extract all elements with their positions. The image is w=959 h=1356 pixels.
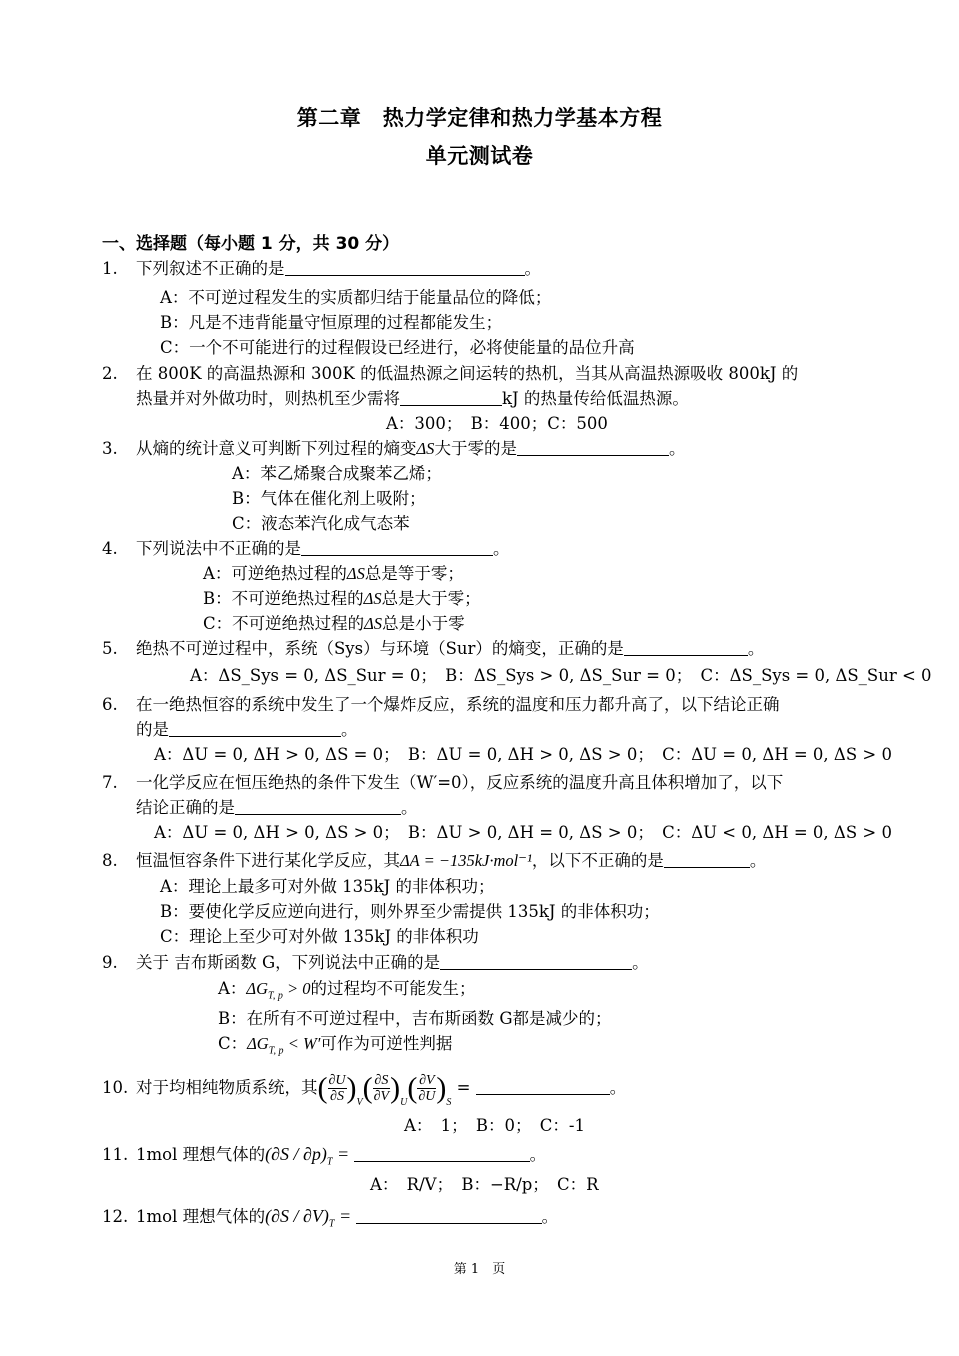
answer-blank[interactable]: [356, 1207, 542, 1224]
answer-blank[interactable]: [400, 389, 502, 406]
answer-blank[interactable]: [301, 539, 493, 556]
answer-blank[interactable]: [476, 1078, 610, 1095]
page-subtitle: 单元测试卷: [425, 144, 534, 168]
option-b: B：凡是不违背能量守恒原理的过程都能发生；: [160, 313, 503, 332]
answer-blank[interactable]: [517, 439, 669, 456]
option-c: C：一个不可能进行的过程假设已经进行，必将使能量的品位升高: [160, 338, 635, 357]
page-title: 第二章 热力学定律和热力学基本方程: [296, 106, 663, 130]
answer-blank[interactable]: [664, 851, 750, 868]
option-a: A：理论上最多可对外做 135kJ 的非体积功；: [160, 877, 495, 896]
options: A：300； B：400；C：500: [386, 414, 608, 433]
question-7-line-2: 结论正确的是 。: [136, 798, 418, 817]
option-a: A：$\Delta G_{T, p} > 0$的过程均不可能发生；: [218, 979, 476, 1002]
options: A： 1； B：0； C：-1: [404, 1116, 585, 1135]
answer-blank[interactable]: [169, 720, 341, 737]
page-number: 第 1 页: [453, 1262, 506, 1277]
section-heading: 一、选择题（每小题 1 分，共 30 分）: [102, 234, 400, 254]
option-c: C：不可逆绝热过程的ΔS总是小于零: [203, 614, 465, 633]
question-8: 8. 恒温恒容条件下进行某化学反应，其ΔA = −135kJ·mol⁻¹，以下不正确的是 。: [102, 851, 767, 870]
question-4: 4. 下列说法中不正确的是 。: [102, 539, 510, 558]
question-2-line-2: 热量并对外做功时，则热机至少需将 kJ 的热量传给低温热源。: [136, 389, 689, 408]
answer-blank[interactable]: [285, 259, 525, 276]
option-a: A：苯乙烯聚合成聚苯乙烯；: [232, 464, 442, 483]
question-11: 11. 1mol 理想气体的$(\partial S / \partial p)_T$ = 。: [102, 1144, 547, 1168]
question-10: 10. 对于均相纯物质系统，其( $\frac{\partial U}{\partial S}$ )$_V$( $\frac{\partial S}{\partial V}$ )$_U$( $\frac{\partial V}{\partial U}$ )$_S$ = 。: [102, 1071, 627, 1108]
question-7: 7. 一化学反应在恒压绝热的条件下发生（W′=0），反应系统的温度升高且体积增加了，以下: [102, 773, 784, 792]
option-b: B：在所有不可逆过程中，吉布斯函数 G都是减少的；: [218, 1009, 612, 1028]
option-a: A：不可逆过程发生的实质都归结于能量品位的降低；: [160, 288, 552, 307]
option-b: B：要使化学反应逆向进行，则外界至少需提供 135kJ 的非体积功；: [160, 902, 660, 921]
option-b: B：气体在催化剂上吸附；: [232, 489, 426, 508]
option-a: A：可逆绝热过程的ΔS总是等于零；: [203, 564, 464, 583]
answer-blank[interactable]: [354, 1145, 530, 1162]
question-6: 6. 在一绝热恒容的系统中发生了一个爆炸反应，系统的温度和压力都升高了，以下结论正确: [102, 695, 780, 714]
answer-blank[interactable]: [235, 798, 401, 815]
option-c: C：理论上至少可对外做 135kJ 的非体积功: [160, 927, 479, 946]
question-6-line-2: 的是 。: [136, 720, 358, 739]
option-c: C：液态苯汽化成气态苯: [232, 514, 410, 533]
question-5: 5. 绝热不可逆过程中，系统（Sys）与环境（Sur）的熵变，正确的是 。: [102, 639, 765, 658]
question-9: 9. 关于 吉布斯函数 G，下列说法中正确的是 。: [102, 953, 649, 972]
question-2: 2. 在 800K 的高温热源和 300K 的低温热源之间运转的热机，当其从高温热源吸收 800kJ 的: [102, 364, 799, 383]
question-1: 1. 下列叙述不正确的是 。: [102, 259, 541, 278]
option-c: C：$\Delta G_{T, p} < W'$可作为可逆性判据: [218, 1034, 453, 1057]
question-12: 12. 1mol 理想气体的$(\partial S / \partial V)_T$ = 。: [102, 1206, 559, 1230]
answer-blank[interactable]: [440, 953, 632, 970]
options: A：ΔU = 0, ΔH > 0, ΔS > 0； B：ΔU > 0, ΔH = 0, ΔS > 0； C：ΔU < 0, ΔH = 0, ΔS > 0: [154, 823, 892, 842]
answer-blank[interactable]: [624, 639, 748, 656]
options: A：ΔS_Sys = 0, ΔS_Sur = 0； B：ΔS_Sys > 0, ΔS_Sur = 0； C：ΔS_Sys = 0, ΔS_Sur < 0: [190, 666, 932, 685]
options: A：ΔU = 0, ΔH > 0, ΔS = 0； B：ΔU = 0, ΔH > 0, ΔS > 0； C：ΔU = 0, ΔH = 0, ΔS > 0: [154, 745, 892, 764]
question-3: 3. 从熵的统计意义可判断下列过程的熵变ΔS大于零的是 。: [102, 439, 686, 458]
option-b: B：不可逆绝热过程的ΔS总是大于零；: [203, 589, 481, 608]
options: A： R/V； B：−R/p； C：R: [370, 1175, 599, 1194]
